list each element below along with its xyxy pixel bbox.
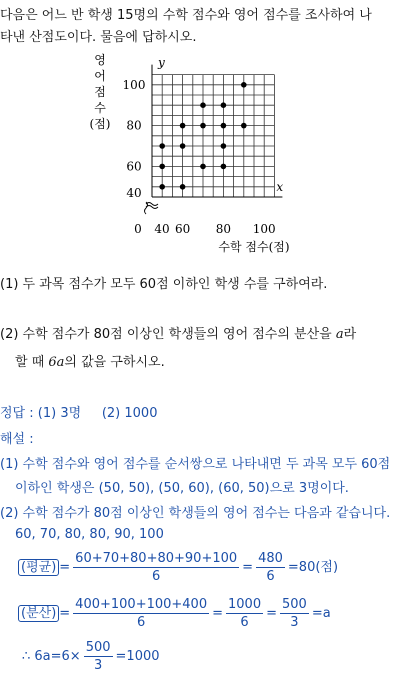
mean-eq-1: = — [59, 560, 71, 575]
data-point — [241, 82, 247, 88]
data-point — [159, 143, 165, 149]
final-numerator: 500 — [85, 640, 111, 655]
answer-1: (1) 3명 — [37, 406, 82, 421]
variance-result: =a — [311, 606, 331, 621]
question-1: (1) 두 과목 점수가 모두 60점 이하인 학생 수를 구하여라. — [0, 277, 328, 292]
final-equation — [22, 640, 160, 673]
variance-fraction-3 — [280, 597, 309, 630]
question-2-text-b: 라 — [343, 327, 357, 342]
scatter-plot — [0, 50, 400, 265]
mean-result: =80(점) — [287, 560, 339, 575]
data-point — [180, 123, 186, 129]
data-point — [221, 123, 227, 129]
y-axis-variable: y — [158, 55, 165, 70]
mean-numerator-2: 480 — [258, 551, 283, 566]
origin-label: 0 — [134, 222, 142, 236]
y-axis-label-char: 수 — [94, 101, 106, 115]
variance-numerator-3: 500 — [282, 597, 307, 612]
therefore-text: ∴ 6a=6× — [22, 649, 81, 664]
data-point — [180, 143, 186, 149]
variance-eq-2: = — [212, 606, 224, 621]
problem-line-2: 타낸 산점도이다. 물음에 답하시오. — [0, 30, 197, 45]
variance-fraction — [73, 597, 209, 630]
answer-2: (2) 1000 — [101, 406, 158, 421]
data-point — [180, 184, 186, 190]
y-tick-label: 100 — [122, 77, 146, 92]
mean-equation — [18, 551, 338, 584]
question-2-var-2: 6a — [48, 355, 65, 370]
y-axis-label-unit: (점) — [89, 117, 111, 131]
x-tick-label: 100 — [252, 222, 276, 236]
x-tick-label: 60 — [174, 222, 191, 236]
answer-line — [0, 402, 157, 421]
x-tick-label: 40 — [154, 222, 170, 236]
data-point — [159, 164, 165, 170]
variance-numerator: 400+100+100+400 — [75, 597, 208, 612]
data-point — [221, 143, 227, 149]
solution-label: 해설 : — [0, 432, 34, 447]
data-point — [200, 102, 206, 108]
mean-fraction-2 — [256, 551, 285, 584]
solution-1-line-2: 이하인 학생은 (50, 50), (50, 60), (60, 50)으로 3명이다. — [15, 481, 349, 496]
data-point — [200, 164, 206, 170]
final-result: =1000 — [115, 649, 160, 664]
variance-denominator: 6 — [137, 615, 146, 630]
mean-eq-2: = — [242, 560, 254, 575]
solution-1-line-1: (1) 수학 점수와 영어 점수를 순서쌍으로 나타내면 두 과목 모두 60점 — [0, 457, 391, 472]
plot-grid — [152, 75, 274, 197]
variance-eq-3: = — [266, 606, 278, 621]
mean-denominator: 6 — [152, 569, 161, 584]
answer-label: 정답 : — [0, 406, 34, 421]
data-point — [200, 123, 206, 129]
x-tick-label: 80 — [215, 222, 232, 236]
variance-label: (분산) — [18, 605, 59, 622]
mean-fraction — [73, 551, 239, 584]
final-fraction — [84, 640, 113, 673]
solution-2-values: 60, 70, 80, 80, 90, 100 — [15, 527, 164, 542]
mean-numerator: 60+70+80+80+90+100 — [75, 551, 238, 566]
y-tick-label: 60 — [126, 159, 142, 174]
solution-2-line-1: (2) 수학 점수가 80점 이상인 학생들의 영어 점수는 다음과 같습니다. — [0, 506, 391, 521]
problem-line-1: 다음은 어느 반 학생 15명의 수학 점수와 영어 점수를 조사하여 나 — [0, 8, 372, 23]
variance-eq-1: = — [59, 606, 71, 621]
question-2-text-c: 할 때 — [15, 355, 49, 370]
variance-fraction-2 — [226, 597, 263, 630]
variance-denominator-2: 6 — [240, 615, 249, 630]
data-point — [241, 123, 247, 129]
y-axis-label-char: 영 — [94, 53, 106, 67]
y-axis-label-char: 어 — [94, 69, 106, 83]
question-2-var: a — [335, 327, 344, 342]
y-axis-label-char: 점 — [94, 85, 106, 99]
variance-numerator-2: 1000 — [228, 597, 262, 612]
question-2-line-1 — [0, 323, 356, 342]
mean-denominator-2: 6 — [266, 569, 275, 584]
question-2-text-a: (2) 수학 점수가 80점 이상인 학생들의 영어 점수의 분산을 — [0, 327, 336, 342]
final-denominator: 3 — [93, 658, 103, 673]
plot-labels — [90, 52, 290, 254]
data-point — [221, 102, 227, 108]
y-tick-label: 80 — [126, 118, 142, 133]
x-axis-label: 수학 점수(점) — [218, 240, 290, 254]
question-2-text-d: 의 값을 구하시오. — [64, 355, 165, 370]
x-axis-variable: x — [276, 180, 284, 194]
question-2-line-2 — [15, 351, 165, 370]
data-point — [221, 164, 227, 170]
y-tick-label: 40 — [126, 186, 142, 200]
data-point — [159, 184, 165, 190]
mean-label: (평균) — [18, 559, 59, 576]
variance-denominator-3: 3 — [290, 615, 299, 630]
variance-equation — [18, 597, 331, 630]
